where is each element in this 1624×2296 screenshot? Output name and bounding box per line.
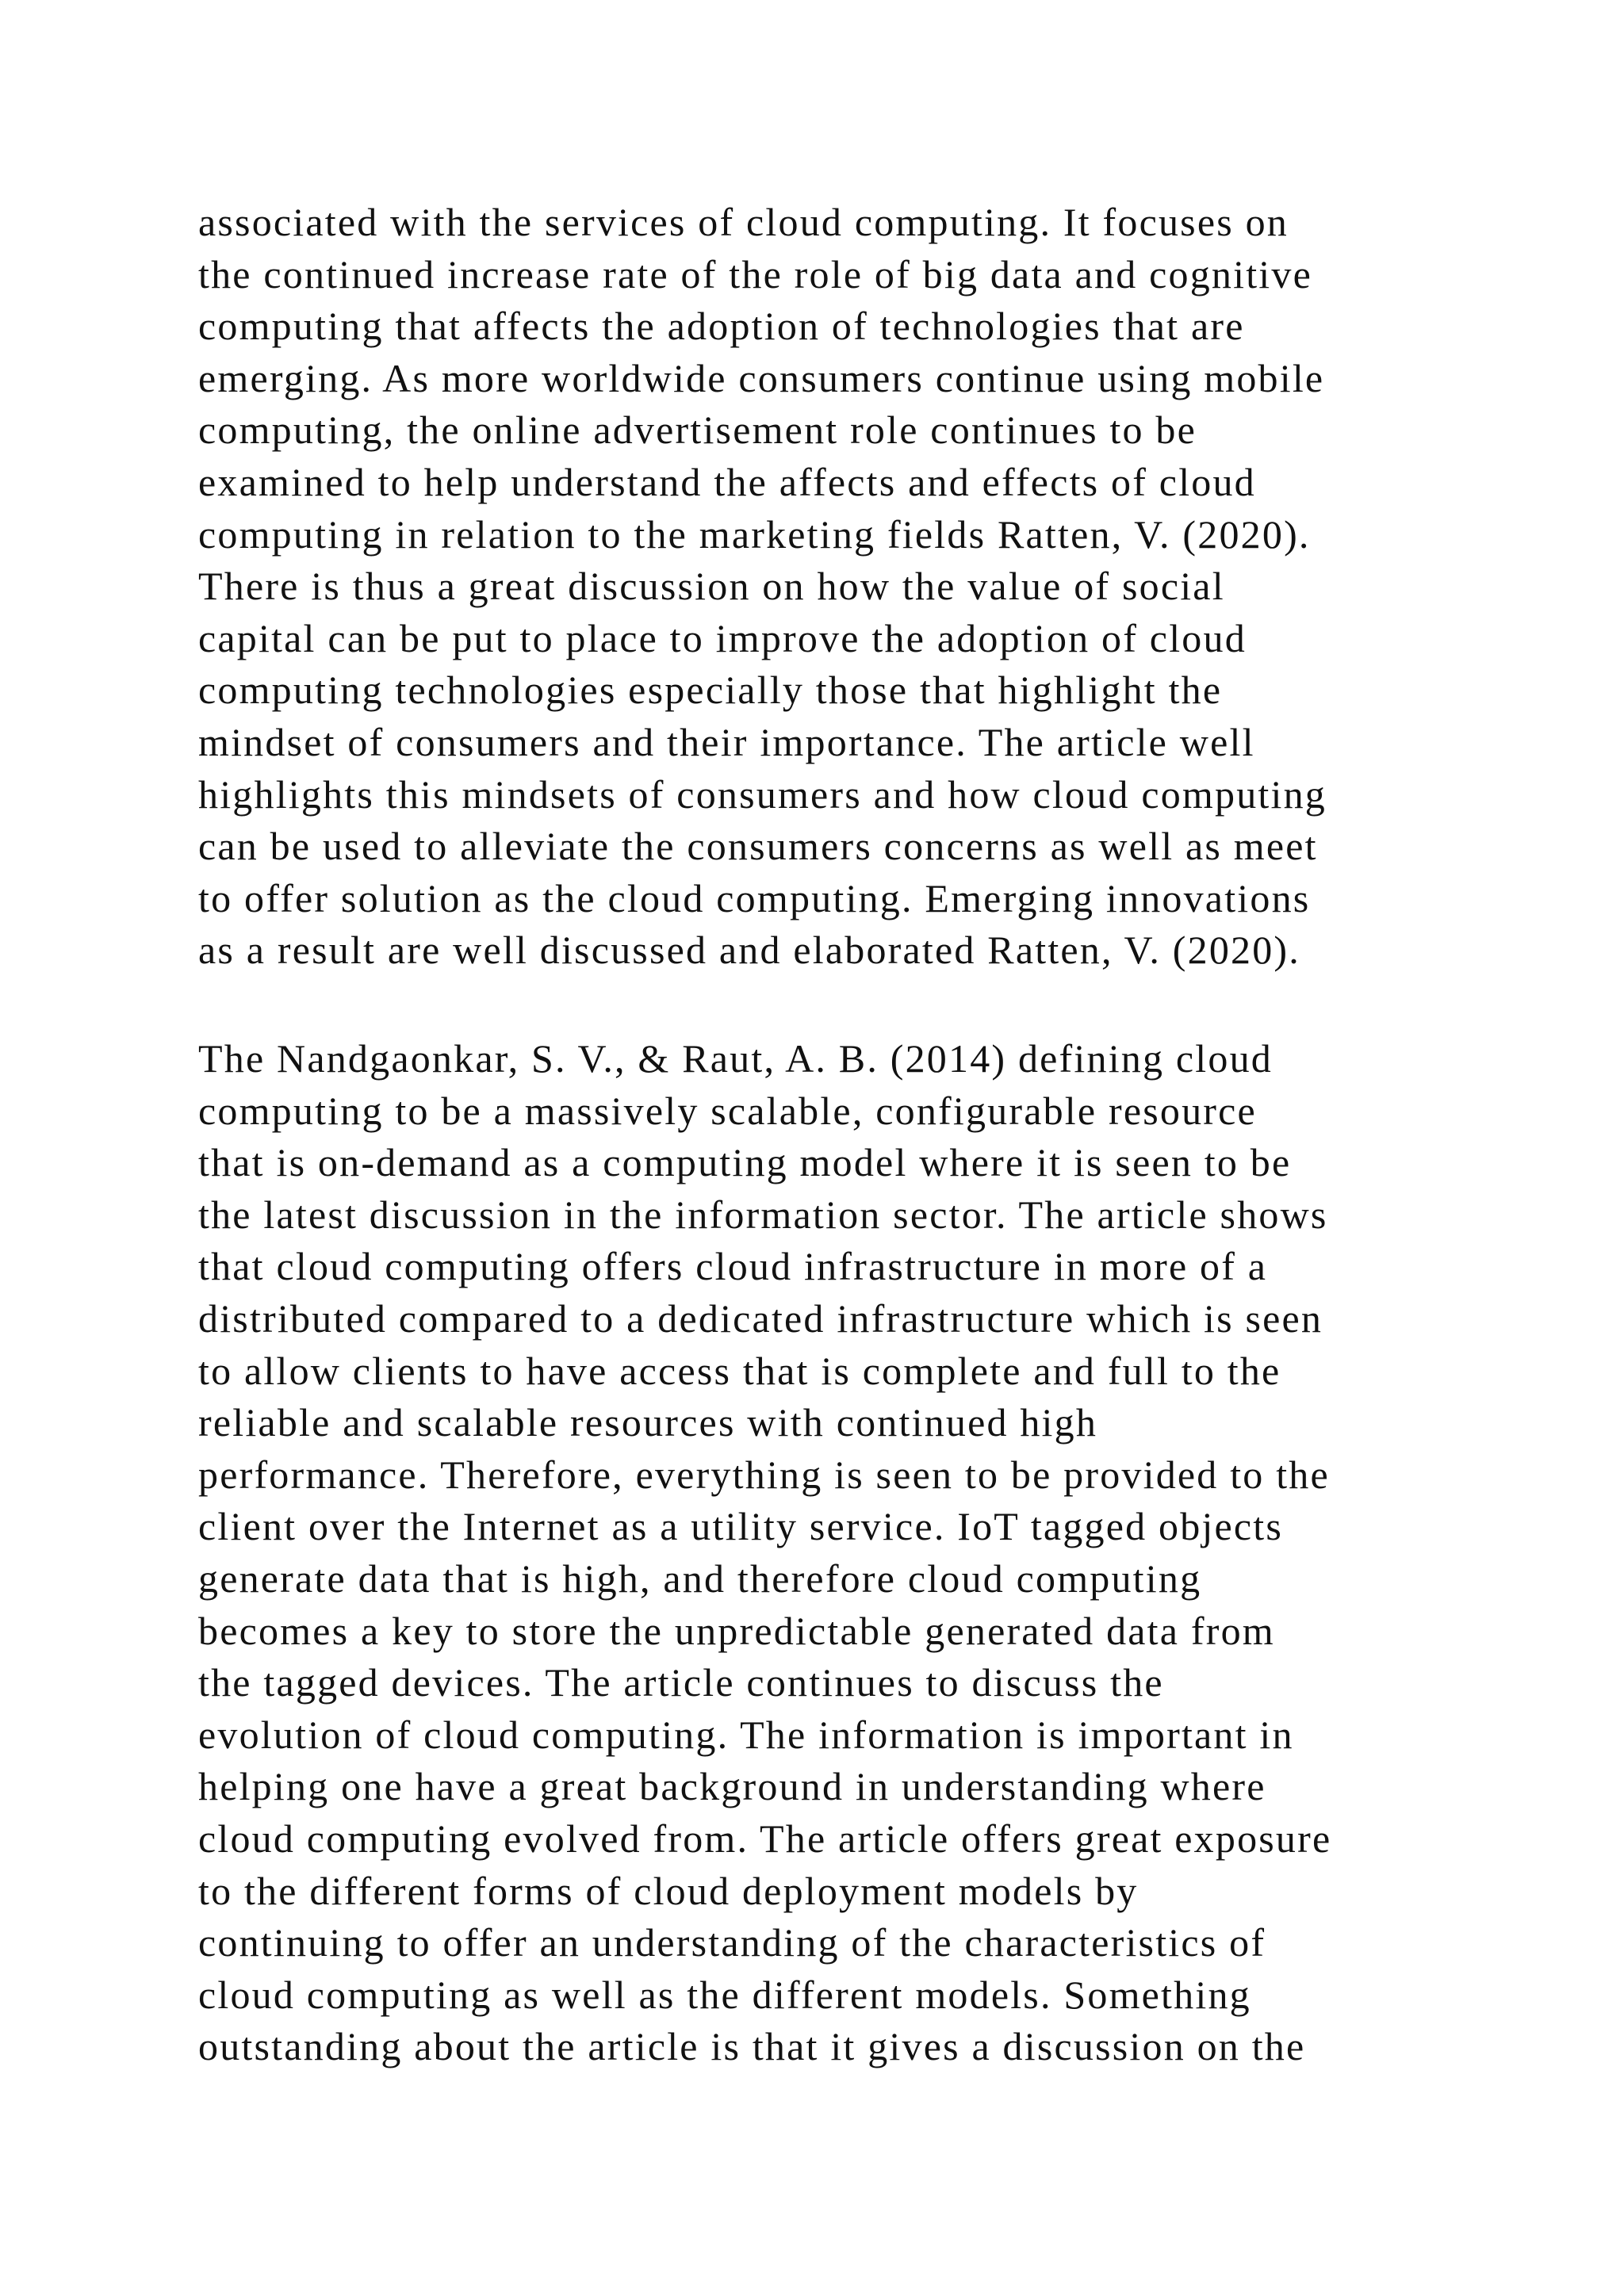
text-line: capital can be put to place to improve the adoption of cloud — [198, 615, 1247, 660]
text-line: associated with the services of cloud computing. It focuses on — [198, 200, 1289, 244]
text-line: to the different forms of cloud deployment models by — [198, 1868, 1139, 1913]
text-line: cloud computing evolved from. The article offers great exposure — [198, 1816, 1332, 1861]
text-line: computing that affects the adoption of technologies that are — [198, 304, 1245, 349]
text-line: generate data that is high, and therefore cloud computing — [198, 1556, 1202, 1601]
text-line: examined to help understand the affects and effects of cloud — [198, 459, 1256, 504]
text-line: distributed compared to a dedicated infrastructure which is seen — [198, 1295, 1323, 1341]
paragraph-2 — [198, 1033, 1546, 2073]
text-line: becomes a key to store the unpredictable generated data from — [198, 1608, 1275, 1653]
text-line: The Nandgaonkar, S. V., & Raut, A. B. (2014) defining cloud — [198, 1036, 1273, 1081]
text-line: client over the Internet as a utility service. IoT tagged objects — [198, 1504, 1284, 1549]
text-line: continuing to offer an understanding of the characteristics of — [198, 1920, 1266, 1965]
text-line: evolution of cloud computing. The information is important in — [198, 1712, 1294, 1757]
text-line: that is on-demand as a computing model where it is seen to be — [198, 1140, 1292, 1185]
text-line: emerging. As more worldwide consumers continue using mobile — [198, 355, 1325, 400]
text-line: highlights this mindsets of consumers and how cloud computing — [198, 771, 1327, 817]
text-line: to offer solution as the cloud computing. Emerging innovations — [198, 875, 1311, 920]
text-line: the continued increase rate of the role of big data and cognitive — [198, 251, 1312, 297]
text-line: can be used to alleviate the consumers concerns as well as meet — [198, 824, 1318, 869]
text-line: reliable and scalable resources with continued high — [198, 1400, 1098, 1445]
text-line: as a result are well discussed and elaborated Ratten, V. (2020). — [198, 928, 1300, 973]
text-line: helping one have a great background in understanding where — [198, 1764, 1266, 1809]
text-line: performance. Therefore, everything is seen to be provided to the — [198, 1452, 1330, 1497]
text-line: the tagged devices. The article continues to discuss the — [198, 1660, 1164, 1705]
paragraph-1 — [198, 197, 1546, 977]
text-line: outstanding about the article is that it gives a discussion on the — [198, 2024, 1306, 2069]
text-line: There is thus a great discussion on how the value of social — [198, 564, 1225, 609]
text-line: computing, the online advertisement role continues to be — [198, 408, 1197, 453]
text-line: the latest discussion in the information sector. The article shows — [198, 1192, 1328, 1237]
text-line: cloud computing as well as the different models. Something — [198, 1972, 1251, 2017]
text-line: computing in relation to the marketing fields Ratten, V. (2020). — [198, 511, 1311, 557]
text-line: to allow clients to have access that is complete and full to the — [198, 1348, 1281, 1393]
text-line: that cloud computing offers cloud infrastructure in more of a — [198, 1244, 1268, 1289]
text-line: computing to be a massively scalable, configurable resource — [198, 1088, 1257, 1133]
text-line: mindset of consumers and their importance. The article well — [198, 719, 1255, 764]
text-line: computing technologies especially those that highlight the — [198, 668, 1223, 713]
